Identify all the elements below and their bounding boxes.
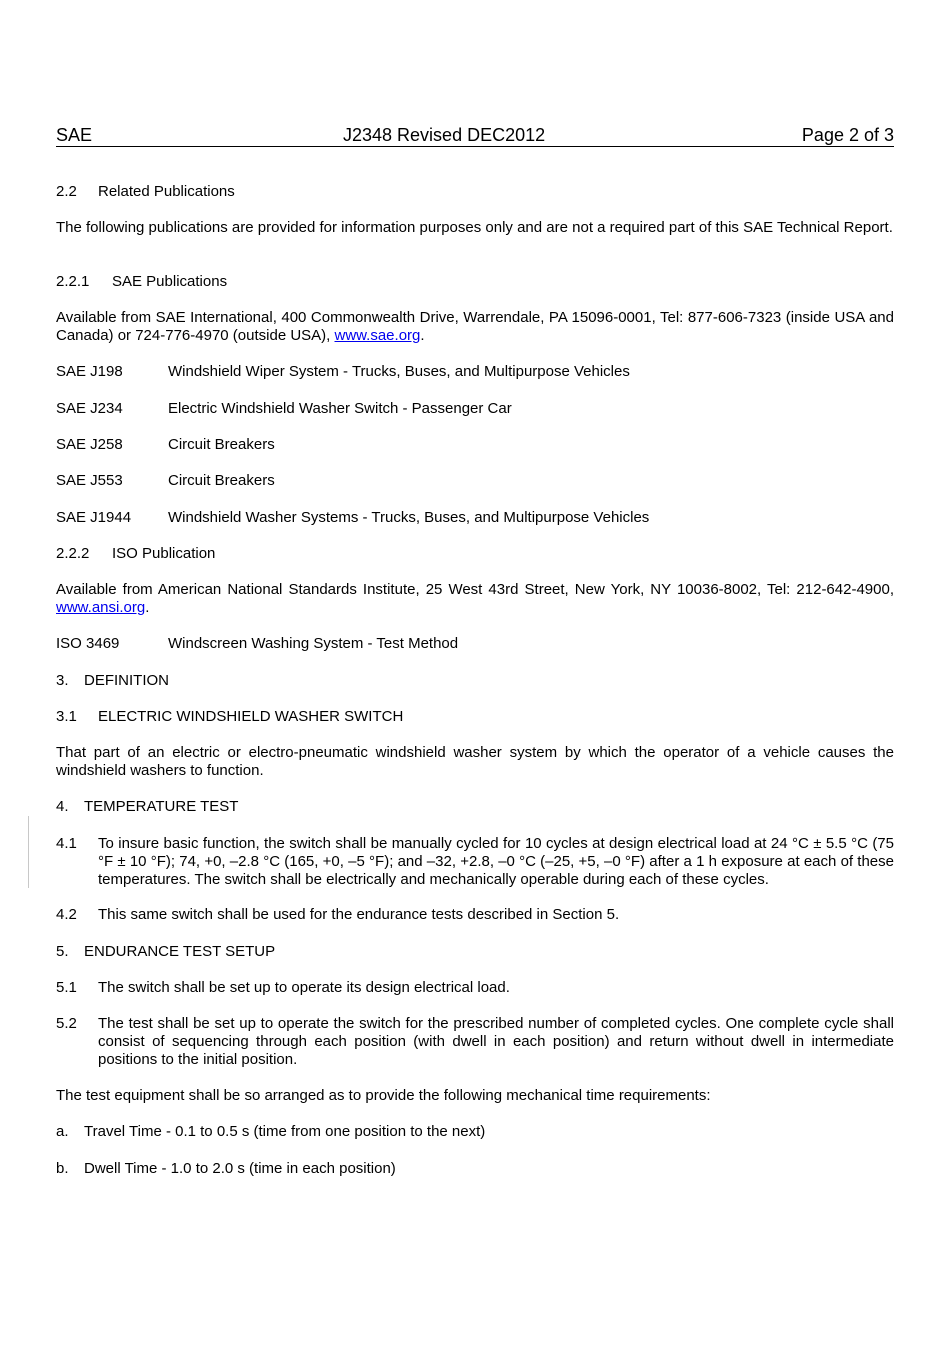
sae-website-link[interactable]: www.sae.org (334, 327, 421, 344)
sae-ref-title: Electric Windshield Washer Switch - Passenger Car (168, 400, 512, 417)
header-doc-id: J2348 Revised DEC2012 (343, 125, 546, 145)
header-org: SAE (56, 125, 93, 145)
related-publications-paragraph: The following publications are provided for information purposes only and are not a required part of this SAE Technical Report. (56, 219, 893, 236)
section-2-2-1-title: SAE Publications (112, 273, 228, 290)
sae-ref-code: SAE J553 (56, 472, 123, 489)
clause-5-1-number: 5.1 (56, 979, 77, 996)
list-item-marker: a. (56, 1123, 69, 1140)
sae-ref-code: SAE J234 (56, 400, 123, 417)
list-item-text: Travel Time - 0.1 to 0.5 s (time from one position to the next) (84, 1123, 486, 1140)
section-2-2-2-title: ISO Publication (112, 545, 216, 562)
section-5-number: 5. (56, 943, 69, 960)
sae-ref-title: Windshield Washer Systems - Trucks, Buses, and Multipurpose Vehicles (168, 509, 650, 526)
sae-availability-paragraph: Available from SAE International, 400 Commonwealth Drive, Warrendale, PA 15096-0001, Tel: 877-606-7323 (inside USA and Canada) or 724-776-4970 (outside USA), www.sae.org. (56, 309, 894, 344)
definition-paragraph: That part of an electric or electro-pneumatic windshield washer system by which the operator of a vehicle causes the windshield washers to function. (56, 744, 894, 779)
sae-ref-title: Circuit Breakers (168, 436, 275, 453)
sae-ref-code: SAE J258 (56, 436, 123, 453)
section-2-2-number: 2.2 (56, 183, 77, 200)
ansi-availability-paragraph: Available from American National Standards Institute, 25 West 43rd Street, New York, NY 10036-8002, Tel: 212-642-4900, www.ansi.org. (56, 581, 894, 616)
clause-4-1-text: To insure basic function, the switch shall be manually cycled for 10 cycles at design electrical load at 24 °C ± 5.5 °C (75 °F ± 10 °F); 74, +0, –2.8 °C (165, +0, –5 °F); and –32, +2.8, –0 °C (–25, +5, –0 °F) after a 1 h exposure at each of these temperatures. The switch shall be electrically and mechanically operable during each of these cycles. (98, 835, 894, 888)
section-5-title: ENDURANCE TEST SETUP (84, 943, 276, 960)
list-item-marker: b. (56, 1160, 69, 1177)
clause-5-2-number: 5.2 (56, 1015, 77, 1032)
sae-ref-title: Circuit Breakers (168, 472, 275, 489)
iso-ref-title: Windscreen Washing System - Test Method (168, 635, 459, 652)
running-header (56, 124, 894, 147)
ansi-website-link[interactable]: www.ansi.org (56, 599, 146, 616)
section-2-2-1-number: 2.2.1 (56, 273, 90, 290)
clause-5-1-text: The switch shall be set up to operate its design electrical load. (98, 979, 510, 996)
section-3-title: DEFINITION (84, 672, 169, 689)
section-2-2-title: Related Publications (98, 183, 235, 200)
section-2-2-2-number: 2.2.2 (56, 545, 90, 562)
section-3-1-number: 3.1 (56, 708, 77, 725)
list-item-text: Dwell Time - 1.0 to 2.0 s (time in each position) (84, 1160, 396, 1177)
clause-5-2-text: The test shall be set up to operate the switch for the prescribed number of completed cycles. One complete cycle shall consist of sequencing through each position (with dwell in each position) and return without dwell in intermediate positions to the initial position. (98, 1015, 894, 1068)
sae-ref-code: SAE J198 (56, 363, 123, 380)
clause-4-1-number: 4.1 (56, 835, 77, 852)
sae-ref-title: Windshield Wiper System - Trucks, Buses, and Multipurpose Vehicles (168, 363, 630, 380)
section-3-number: 3. (56, 672, 69, 689)
change-bar (28, 816, 29, 888)
section-3-1-title: ELECTRIC WINDSHIELD WASHER SWITCH (98, 708, 404, 725)
section-4-number: 4. (56, 798, 69, 815)
sae-ref-code: SAE J1944 (56, 509, 132, 526)
clause-4-2-number: 4.2 (56, 906, 77, 923)
section-4-title: TEMPERATURE TEST (84, 798, 239, 815)
header-page-number: Page 2 of 3 (801, 125, 894, 145)
equipment-paragraph: The test equipment shall be so arranged as to provide the following mechanical time requirements: (56, 1087, 711, 1104)
iso-ref-code: ISO 3469 (56, 635, 120, 652)
clause-4-2-text: This same switch shall be used for the endurance tests described in Section 5. (98, 906, 620, 923)
